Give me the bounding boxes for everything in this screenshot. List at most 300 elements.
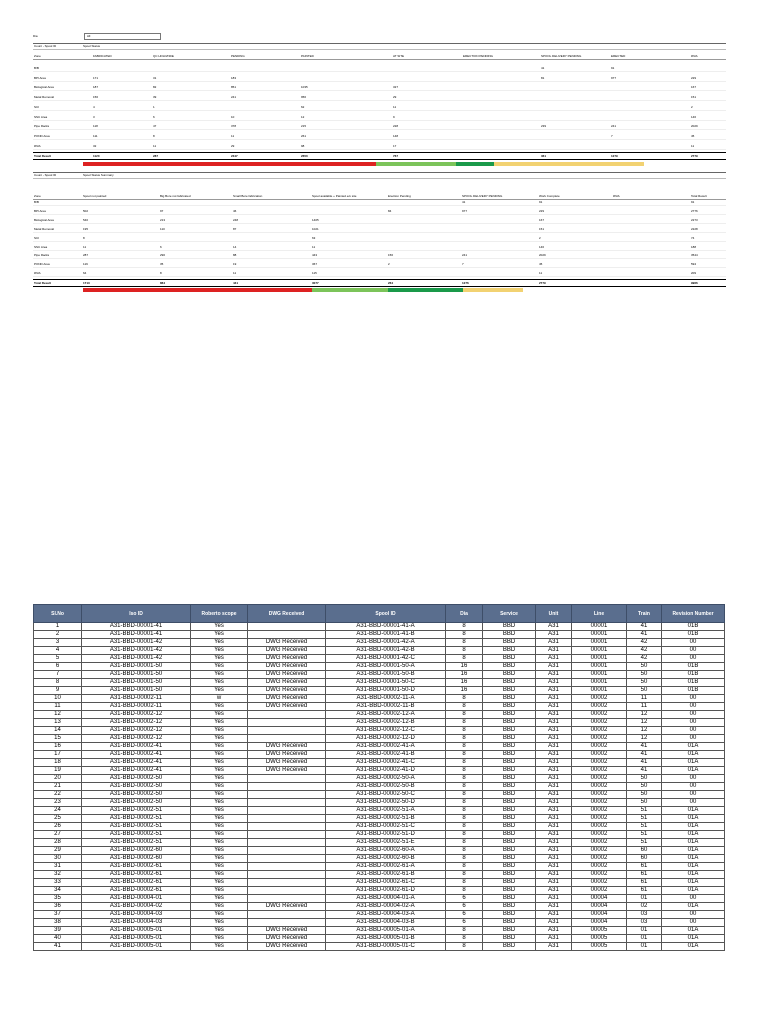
cell-roberto-scope: Yes	[191, 743, 248, 751]
cell-dwg-received	[248, 775, 326, 783]
table-row	[34, 631, 725, 639]
cell-iso-id: A31-BBD-00004-03	[82, 911, 191, 919]
cell-dwg-received: DWG Received	[248, 927, 326, 935]
pivot-row-label: BPI Area	[34, 208, 46, 213]
cell-dwg-received: DWG Received	[248, 647, 326, 655]
pivot-row-label: B/B	[34, 200, 39, 204]
pivot-cell: 2	[388, 262, 390, 267]
cell-service: BBD	[483, 727, 536, 735]
cell-roberto-scope: Yes	[191, 839, 248, 847]
cell-revision-number: 01B	[662, 631, 725, 639]
pivot-cell: 183	[231, 75, 237, 80]
pivot-cell: 146	[691, 114, 697, 119]
pivot-cell: 977	[462, 208, 468, 213]
cell-dia: 8	[446, 743, 483, 751]
cell-sl-no: 7	[34, 671, 82, 679]
pivot-cell: 63	[312, 235, 316, 240]
pivot-cell: 3	[93, 114, 95, 119]
cell-revision-number: 01A	[662, 807, 725, 815]
pivot-cell: 74	[691, 235, 695, 240]
pivot-cell: 91	[691, 200, 695, 204]
pivot-column-header-work-complete: Work Complete	[539, 194, 560, 198]
cell-line: 00002	[572, 783, 627, 791]
pivot-cell: 110	[160, 226, 165, 231]
cell-roberto-scope: Yes	[191, 927, 248, 935]
pivot-row-label: B/B	[34, 66, 39, 70]
pivot-column-header-n-a: #N/A	[613, 194, 620, 198]
cell-sl-no: 17	[34, 751, 82, 759]
pivot-row-sci	[33, 104, 726, 111]
pivot-cell: 1276	[462, 281, 469, 286]
pivot-cell: 156	[93, 95, 99, 100]
cell-spool-id: A31-BBD-00002-50-B	[326, 783, 446, 791]
cell-service: BBD	[483, 807, 536, 815]
pivot-cell: 2228	[691, 226, 698, 231]
cell-roberto-scope: Yes	[191, 631, 248, 639]
cell-dwg-received	[248, 911, 326, 919]
cell-revision-number: 01A	[662, 767, 725, 775]
pivot-column-header-total-result: Total Result	[691, 194, 707, 198]
pivot-cell: 151	[691, 95, 697, 100]
cell-sl-no: 35	[34, 895, 82, 903]
cell-service: BBD	[483, 903, 536, 911]
pivot-cell: 88	[233, 253, 237, 258]
cell-sl-no: 32	[34, 871, 82, 879]
cell-unit: A31	[536, 847, 572, 855]
cell-revision-number: 01B	[662, 663, 725, 671]
cell-revision-number: 00	[662, 647, 725, 655]
cell-iso-id: A31-BBD-00004-03	[82, 919, 191, 927]
cell-spool-id: A31-BBD-00002-50-C	[326, 791, 446, 799]
cell-dwg-received	[248, 887, 326, 895]
cell-train: 01	[627, 943, 662, 951]
table-row	[34, 839, 725, 847]
pivot-cell: 229	[539, 208, 545, 213]
pivot-cell: 91	[611, 66, 615, 70]
cell-sl-no: 3	[34, 639, 82, 647]
cell-line: 00001	[572, 639, 627, 647]
cell-train: 41	[627, 751, 662, 759]
cell-dwg-received: DWG Received	[248, 751, 326, 759]
cell-train: 51	[627, 839, 662, 847]
cell-train: 42	[627, 655, 662, 663]
table-row	[34, 815, 725, 823]
column-header-service[interactable]: Service	[483, 605, 536, 623]
table-row	[34, 735, 725, 743]
cell-iso-id: A31-BBD-00001-50	[82, 687, 191, 695]
cell-dia: 8	[446, 711, 483, 719]
pivot-total-row	[33, 279, 726, 287]
table-row	[34, 663, 725, 671]
cell-iso-id: A31-BBD-00002-51	[82, 831, 191, 839]
column-header-dwg-received[interactable]: DWG Received	[248, 605, 326, 623]
cell-iso-id: A31-BBD-00004-01	[82, 895, 191, 903]
pivot-cell: 115	[312, 271, 317, 276]
cell-dwg-received: DWG Received	[248, 679, 326, 687]
pivot-cell: 167	[691, 85, 697, 90]
pivot-cell: 290	[160, 253, 166, 258]
column-header-iso-id[interactable]: Iso ID	[82, 605, 191, 623]
cell-line: 00002	[572, 751, 627, 759]
cell-dia: 8	[446, 735, 483, 743]
cell-spool-id: A31-BBD-00002-41-B	[326, 751, 446, 759]
column-header-train[interactable]: Train	[627, 605, 662, 623]
cell-spool-id: A31-BBD-00002-50-A	[326, 775, 446, 783]
cell-unit: A31	[536, 839, 572, 847]
cell-unit: A31	[536, 783, 572, 791]
pivot-cell: 7	[462, 262, 464, 267]
cell-dwg-received	[248, 895, 326, 903]
cell-line: 00002	[572, 791, 627, 799]
cell-iso-id: A31-BBD-00002-50	[82, 791, 191, 799]
cell-dwg-received: DWG Received	[248, 759, 326, 767]
cell-dia: 8	[446, 767, 483, 775]
pivot-row-n-a	[33, 270, 726, 277]
cell-train: 50	[627, 671, 662, 679]
pivot-cell: 540	[83, 217, 89, 222]
pivot-cell: 2	[539, 235, 541, 240]
pivot-row-label: SSC Area	[34, 114, 48, 119]
cell-roberto-scope: Yes	[191, 903, 248, 911]
cell-dia: 6	[446, 911, 483, 919]
table-row	[34, 799, 725, 807]
cell-dwg-received	[248, 791, 326, 799]
cell-line: 00002	[572, 719, 627, 727]
cell-dia: 8	[446, 935, 483, 943]
cell-line: 00002	[572, 727, 627, 735]
cell-dwg-received: DWG Received	[248, 639, 326, 647]
pivot-cell: 45	[691, 133, 695, 138]
pivot-cell: 91	[539, 200, 543, 204]
cell-sl-no: 33	[34, 879, 82, 887]
cell-sl-no: 21	[34, 783, 82, 791]
cell-revision-number: 01A	[662, 743, 725, 751]
cell-line: 00002	[572, 887, 627, 895]
cell-roberto-scope: Yes	[191, 815, 248, 823]
pivot-cell: 35	[160, 262, 164, 267]
pivot-cell: 41	[462, 200, 466, 204]
cell-spool-id: A31-BBD-00002-12-A	[326, 711, 446, 719]
cell-sl-no: 37	[34, 911, 82, 919]
cell-iso-id: A31-BBD-00002-50	[82, 775, 191, 783]
cell-sl-no: 41	[34, 943, 82, 951]
cell-spool-id: A31-BBD-00002-51-D	[326, 831, 446, 839]
cell-dia: 8	[446, 863, 483, 871]
cell-line: 00001	[572, 687, 627, 695]
cell-line: 00002	[572, 863, 627, 871]
cell-dwg-received	[248, 871, 326, 879]
cell-roberto-scope: Yes	[191, 855, 248, 863]
cell-spool-id: A31-BBD-00002-11-B	[326, 703, 446, 711]
cell-line: 00001	[572, 631, 627, 639]
pivot-cell: 2347	[231, 154, 238, 159]
column-header-dia[interactable]: Dia	[446, 605, 483, 623]
cell-spool-id: A31-BBD-00002-61-B	[326, 871, 446, 879]
cell-dwg-received	[248, 855, 326, 863]
cell-roberto-scope: Yes	[191, 831, 248, 839]
status-color-band	[494, 162, 544, 166]
cell-dia: 8	[446, 775, 483, 783]
cell-revision-number: 00	[662, 639, 725, 647]
pivot-cell: 64	[83, 271, 87, 276]
pivot-column-field[interactable]: Spool Status Summary	[83, 173, 114, 177]
cell-iso-id: A31-BBD-00002-41	[82, 767, 191, 775]
cell-spool-id: A31-BBD-00002-60-B	[326, 855, 446, 863]
cell-line: 00005	[572, 935, 627, 943]
pivot-row-label: BPI Area	[34, 75, 46, 80]
pivot-cell: 188	[691, 244, 697, 249]
cell-revision-number: 00	[662, 775, 725, 783]
cell-dwg-received	[248, 823, 326, 831]
cell-roberto-scope: Yes	[191, 911, 248, 919]
cell-unit: A31	[536, 695, 572, 703]
pivot-cell: 264	[388, 281, 394, 286]
cell-iso-id: A31-BBD-00002-61	[82, 879, 191, 887]
cell-revision-number: 00	[662, 703, 725, 711]
cell-train: 12	[627, 711, 662, 719]
cell-roberto-scope: Yes	[191, 935, 248, 943]
pivot-cell: 2776	[691, 208, 698, 213]
pivot-table-status-summary	[33, 172, 726, 302]
column-header-spool-id[interactable]: Spool ID	[326, 605, 446, 623]
status-color-band	[376, 162, 456, 166]
cell-dia: 8	[446, 871, 483, 879]
pivot-column-header-spool-available-painted-e-o-site: Spool available + Painted e/o site	[312, 194, 357, 198]
pivot-row-pipe-racks	[33, 123, 726, 130]
pivot-column-header-qc-hold-nde: QC HOLD/NDE	[153, 54, 174, 58]
table-row	[34, 887, 725, 895]
cell-sl-no: 23	[34, 799, 82, 807]
cell-iso-id: A31-BBD-00001-42	[82, 655, 191, 663]
cell-dwg-received	[248, 839, 326, 847]
cell-service: BBD	[483, 703, 536, 711]
pivot-cell: 119	[83, 262, 88, 267]
dia-filter-dropdown[interactable]	[84, 33, 161, 40]
status-color-band	[312, 288, 388, 292]
status-color-band	[83, 162, 155, 166]
cell-revision-number: 01A	[662, 879, 725, 887]
cell-dwg-received: DWG Received	[248, 943, 326, 951]
cell-roberto-scope: Yes	[191, 671, 248, 679]
cell-sl-no: 9	[34, 687, 82, 695]
pivot-row-label: #N/A	[34, 271, 41, 276]
cell-line: 00001	[572, 655, 627, 663]
cell-unit: A31	[536, 823, 572, 831]
cell-iso-id: A31-BBD-00002-51	[82, 807, 191, 815]
cell-unit: A31	[536, 807, 572, 815]
cell-unit: A31	[536, 831, 572, 839]
cell-dwg-received	[248, 919, 326, 927]
cell-dwg-received	[248, 815, 326, 823]
cell-unit: A31	[536, 791, 572, 799]
cell-sl-no: 39	[34, 927, 82, 935]
cell-dia: 8	[446, 639, 483, 647]
cell-line: 00005	[572, 927, 627, 935]
cell-spool-id: A31-BBD-00002-61-D	[326, 887, 446, 895]
cell-revision-number: 01B	[662, 671, 725, 679]
pivot-cell: 1120	[93, 154, 100, 159]
cell-roberto-scope: Yes	[191, 823, 248, 831]
cell-sl-no: 24	[34, 807, 82, 815]
pivot-cell: 327	[393, 85, 399, 90]
cell-spool-id: A31-BBD-00001-42-A	[326, 639, 446, 647]
table-row	[34, 879, 725, 887]
pivot-row-label: POND Area	[34, 133, 50, 138]
cell-roberto-scope: Yes	[191, 655, 248, 663]
cell-service: BBD	[483, 623, 536, 631]
cell-iso-id: A31-BBD-00002-11	[82, 695, 191, 703]
column-header-revision-number[interactable]: Revision Number	[662, 605, 725, 623]
cell-train: 12	[627, 735, 662, 743]
column-header-roberto-scope[interactable]: Roberto scope	[191, 605, 248, 623]
cell-revision-number: 01A	[662, 839, 725, 847]
pivot-row-pond-area	[33, 133, 726, 140]
cell-spool-id: A31-BBD-00002-61-C	[326, 879, 446, 887]
filter-value: All	[87, 34, 91, 38]
cell-dia: 8	[446, 759, 483, 767]
cell-service: BBD	[483, 791, 536, 799]
pivot-cell: 146	[539, 244, 545, 249]
table-row	[34, 679, 725, 687]
cell-service: BBD	[483, 799, 536, 807]
pivot-cell: 594	[691, 262, 697, 267]
cell-train: 51	[627, 823, 662, 831]
pivot-cell: 10	[231, 114, 235, 119]
cell-revision-number: 01A	[662, 927, 725, 935]
pivot-row-label: Pipe Racks	[34, 253, 50, 258]
cell-revision-number: 01B	[662, 687, 725, 695]
cell-train: 50	[627, 663, 662, 671]
status-color-band	[83, 288, 161, 292]
cell-roberto-scope: Yes	[191, 807, 248, 815]
cell-service: BBD	[483, 847, 536, 855]
cell-train: 60	[627, 855, 662, 863]
pivot-cell: 195	[83, 226, 89, 231]
cell-revision-number: 01A	[662, 823, 725, 831]
cell-dia: 16	[446, 663, 483, 671]
pivot-cell: 167	[539, 217, 545, 222]
pivot-row-label: SCI	[34, 235, 40, 240]
pivot-cell: 45	[539, 262, 543, 267]
cell-dwg-received	[248, 807, 326, 815]
cell-roberto-scope: Yes	[191, 847, 248, 855]
cell-train: 01	[627, 935, 662, 943]
column-header-unit[interactable]: Unit	[536, 605, 572, 623]
cell-spool-id: A31-BBD-00002-50-D	[326, 799, 446, 807]
pivot-row-label: POND Area	[34, 262, 50, 267]
cell-roberto-scope: Yes	[191, 687, 248, 695]
pivot-cell: 1279	[611, 154, 618, 159]
table-row	[34, 935, 725, 943]
column-header-line[interactable]: Line	[572, 605, 627, 623]
cell-dia: 8	[446, 783, 483, 791]
pivot-row-field[interactable]: Zone	[34, 194, 41, 198]
pivot-table-spool-status	[33, 43, 726, 163]
cell-line: 00001	[572, 671, 627, 679]
column-header-sl-no[interactable]: Sl.No	[34, 605, 82, 623]
pivot-cell: 248	[233, 217, 239, 222]
cell-spool-id: A31-BBD-00002-12-B	[326, 719, 446, 727]
cell-line: 00002	[572, 711, 627, 719]
pivot-cell: 4	[93, 104, 95, 109]
cell-unit: A31	[536, 671, 572, 679]
cell-spool-id: A31-BBD-00002-11-A	[326, 695, 446, 703]
cell-revision-number: 01A	[662, 751, 725, 759]
cell-service: BBD	[483, 655, 536, 663]
pivot-row-label: Total Result	[34, 281, 51, 286]
table-row	[34, 727, 725, 735]
pivot-cell: 148	[393, 133, 399, 138]
pivot-row-biological-area	[33, 217, 726, 224]
cell-spool-id: A31-BBD-00001-50-A	[326, 663, 446, 671]
cell-line: 00002	[572, 823, 627, 831]
cell-line: 00001	[572, 647, 627, 655]
cell-service: BBD	[483, 679, 536, 687]
pivot-cell: 1405	[312, 217, 319, 222]
cell-dia: 8	[446, 751, 483, 759]
cell-unit: A31	[536, 903, 572, 911]
pivot-cell: 11	[539, 271, 543, 276]
cell-dwg-received	[248, 847, 326, 855]
pivot-cell: 81	[541, 75, 545, 80]
pivot-column-header-n-a: #N/A	[691, 54, 698, 58]
table-body	[34, 623, 725, 951]
cell-iso-id: A31-BBD-00002-51	[82, 839, 191, 847]
cell-train: 12	[627, 719, 662, 727]
cell-roberto-scope: Yes	[191, 639, 248, 647]
pivot-column-header-erection-pending: ERECTION PENDING	[463, 54, 494, 58]
table-row	[34, 919, 725, 927]
cell-revision-number: 00	[662, 719, 725, 727]
cell-train: 02	[627, 903, 662, 911]
cell-service: BBD	[483, 711, 536, 719]
cell-dwg-received: DWG Received	[248, 703, 326, 711]
pivot-row-field[interactable]: Zone	[34, 54, 41, 58]
cell-service: BBD	[483, 871, 536, 879]
cell-spool-id: A31-BBD-00002-60-A	[326, 847, 446, 855]
cell-iso-id: A31-BBD-00002-41	[82, 751, 191, 759]
cell-train: 42	[627, 647, 662, 655]
status-color-band	[155, 162, 225, 166]
cell-dia: 8	[446, 655, 483, 663]
status-color-band	[544, 162, 644, 166]
pivot-row-label: #N/A	[34, 143, 41, 148]
cell-service: BBD	[483, 759, 536, 767]
cell-revision-number: 00	[662, 711, 725, 719]
cell-spool-id: A31-BBD-00002-51-E	[326, 839, 446, 847]
cell-dia: 6	[446, 919, 483, 927]
cell-spool-id: A31-BBD-00002-51-C	[326, 823, 446, 831]
cell-train: 50	[627, 687, 662, 695]
cell-roberto-scope: Yes	[191, 679, 248, 687]
cell-service: BBD	[483, 943, 536, 951]
cell-service: BBD	[483, 823, 536, 831]
pivot-cell: 2029	[691, 124, 698, 129]
status-color-band	[300, 162, 376, 166]
cell-spool-id: A31-BBD-00001-42-B	[326, 647, 446, 655]
cell-roberto-scope: Yes	[191, 879, 248, 887]
cell-service: BBD	[483, 895, 536, 903]
cell-unit: A31	[536, 879, 572, 887]
pivot-column-field[interactable]: Spool Status	[83, 44, 101, 48]
cell-dwg-received	[248, 783, 326, 791]
pivot-total-row	[33, 152, 726, 160]
cell-iso-id: A31-BBD-00001-41	[82, 631, 191, 639]
cell-sl-no: 22	[34, 791, 82, 799]
cell-revision-number: 01A	[662, 831, 725, 839]
cell-roberto-scope: Yes	[191, 791, 248, 799]
pivot-cell: 29	[393, 95, 397, 100]
